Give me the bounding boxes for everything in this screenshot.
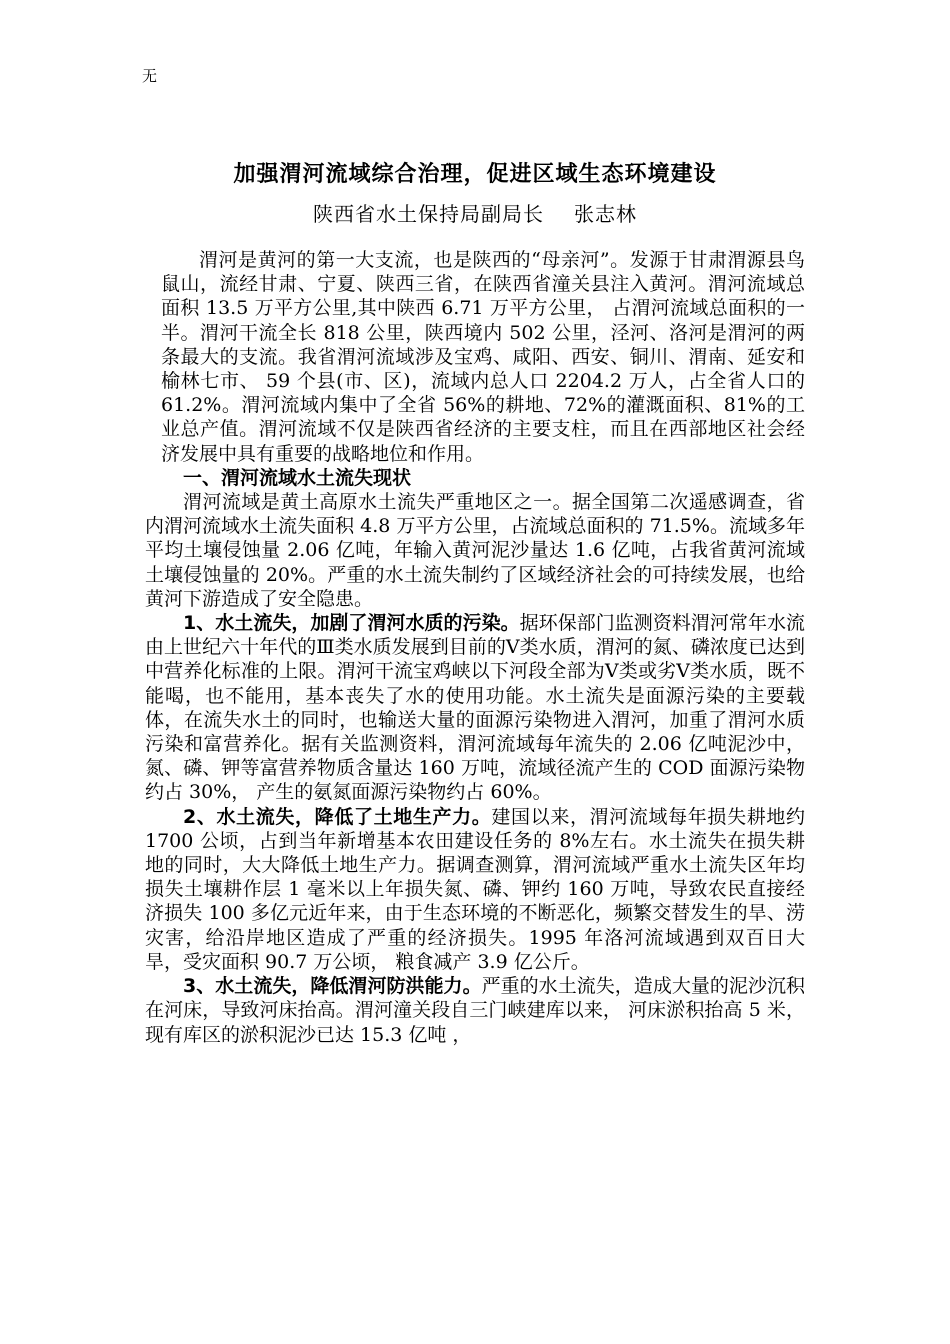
document-title: 加强渭河流域综合治理，促进区域生态环境建设 — [233, 162, 717, 187]
point2-paragraph — [145, 805, 805, 974]
intro-paragraph: 渭河是黄河的第一大支流，也是陕西的“母亲河”。发源于甘肃渭源县鸟鼠山，流经甘肃、宁夏、陕西三省，在陕西省潼关县注入黄河。渭河流域总面积 13.5 万平方公里,其中陕西 6.71 万平方公里， 占渭河流域总面积的一半。渭河干流全长 818 公里，陕西境内 502 公里，泾河、洛河是渭河的两条最大的支流。我省渭河流域涉及宝鸡、咸阳、西安、铜川、渭南、延安和榆林七市、 59 个县(市、区)，流域内总人口 2204.2 万人，占全省人口的 61.2%。渭河流域内集中了全省 56%的耕地、72%的灌溉面积、81%的工业总产值。渭河流域不仅是陕西省经济的主要支柱，而且在西部地区社会经济发展中具有重要的战略地位和作用。 — [161, 249, 805, 465]
author-position: 陕西省水土保持局副局长 — [313, 202, 544, 226]
point1-lead: 1、水土流失，加剧了渭河水质的污染。 — [183, 612, 520, 635]
point3-lead: 3、水土流失，降低渭河防洪能力。 — [183, 975, 482, 998]
point1-paragraph — [145, 611, 805, 805]
point2-lead: 2、水土流失，降低了土地生产力。 — [183, 805, 492, 828]
point1-body: 据环保部门监测资料渭河常年水流由上世纪六十年代的Ⅲ类水质发展到目前的Ⅴ类水质，渭河的氮、磷浓度已达到中营养化标准的上限。渭河干流宝鸡峡以下河段全部为Ⅴ类或劣Ⅴ类水质，既不能喝，也不能用，基本丧失了水的使用功能。水土流失是面源污染的主要载体，在流失水土的同时，也输送大量的面源污染物进入渭河，加重了渭河水质污染和富营养化。据有关监测资料，渭河流域每年流失的 2.06 亿吨泥沙中，氮、磷、钾等富营养物质含量达 160 万吨，流域径流产生的 COD 面源污染物约占 30%， 产生的氨氮面源污染物约占 60%。 — [145, 612, 805, 804]
document-body — [145, 248, 805, 1047]
point3-paragraph — [145, 974, 805, 1047]
point3-body: 严重的水土流失，造成大量的泥沙沉积在河床，导致河床抬高。渭河潼关段自三门峡建库以来， 河床淤积抬高 5 米， 现有库区的淤积泥沙已达 15.3 亿吨 ， — [145, 975, 805, 1046]
header-mark: 无 — [142, 67, 158, 85]
author-line — [0, 200, 950, 228]
section1-paragraph: 渭河流域是黄土高原水土流失严重地区之一。据全国第二次遥感调查，省内渭河流域水土流失面积 4.8 万平方公里，占流域总面积的 71.5%。流域多年平均土壤侵蚀量 2.06 亿吨，年输入黄河泥沙量达 1.6 亿吨，占我省黄河流域土壤侵蚀量的 20%。严重的水土流失制约了区域经济社会的可持续发展，也给黄河下游造成了安全隐患。 — [145, 491, 805, 610]
section1-heading: 一、渭河流域水土流失现状 — [183, 466, 412, 489]
author-name: 张志林 — [574, 202, 637, 226]
point2-body: 建国以来，渭河流域每年损失耕地约 1700 公顷，占到当年新增基本农田建设任务的 8%左右。水土流失在损失耕地的同时，大大降低土地生产力。据调查测算，渭河流域严重水土流失区年均损失土壤耕作层 1 毫米以上年损失氮、磷、钾约 160 万吨，导致农民直接经济损失 100 多亿元近年来，由于生态环境的不断恶化，频繁交替发生的旱、涝灾害，给沿岸地区造成了严重的经济损失。1995 年洛河流域遇到双百日大旱，受灾面积 90.7 万公顷， 粮食减产 3.9 亿公斤。 — [145, 805, 805, 973]
